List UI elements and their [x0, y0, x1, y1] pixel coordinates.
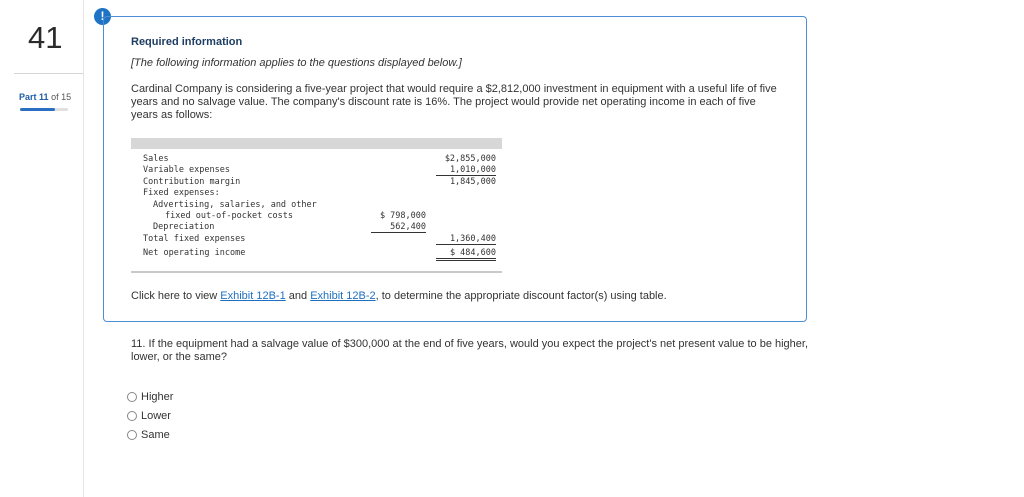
question-number: 41: [28, 20, 63, 55]
table-row: [131, 165, 502, 176]
row-label: Advertising, salaries, and other: [153, 200, 317, 210]
table-row: [131, 200, 502, 211]
row-value: 1,360,400: [436, 234, 496, 245]
income-statement-table: [131, 138, 502, 273]
table-row: [131, 211, 502, 222]
row-value: $ 484,600: [436, 248, 496, 261]
required-info-title: Required information: [131, 36, 243, 48]
option-higher[interactable]: [127, 391, 173, 403]
row-label: Sales: [143, 154, 169, 164]
radio-button[interactable]: [127, 411, 137, 421]
part-indicator: [19, 92, 71, 102]
row-label: Fixed expenses:: [143, 188, 220, 198]
row-label: Total fixed expenses: [143, 234, 246, 244]
click-prefix: Click here to view: [131, 290, 218, 302]
table-row: [131, 248, 502, 259]
row-label: Net operating income: [143, 248, 246, 258]
problem-paragraph: Cardinal Company is considering a five-year project that would require a $2,812,000 investment in equipment with a useful life of five years and no salvage value. The company's discount rate is 16%. The project would provide net operating income in each of five years as follows:: [131, 83, 777, 121]
question-text: 11. If the equipment had a salvage value of $300,000 at the end of five years, would you expect the project's net present value to be higher, lower, or the same?: [131, 338, 809, 363]
exhibit-12b1-link[interactable]: Exhibit 12B-1: [220, 290, 286, 302]
table-row: [131, 154, 502, 165]
sidebar-border: [83, 0, 84, 497]
table-row: [131, 222, 502, 233]
click-and: and: [288, 290, 308, 302]
row-label: Depreciation: [153, 222, 215, 232]
alert-icon: !: [94, 8, 111, 25]
table-header-bar: [131, 138, 502, 149]
click-suffix: , to determine the appropriate discount factor(s) using table.: [375, 290, 667, 302]
option-lower[interactable]: [127, 410, 171, 422]
radio-button[interactable]: [127, 392, 137, 402]
option-label: Higher: [141, 391, 174, 403]
progress-bar: [20, 108, 68, 111]
option-label: Lower: [141, 410, 171, 422]
exhibit-12b2-link[interactable]: Exhibit 12B-2: [310, 290, 376, 302]
row-value: 1,845,000: [449, 177, 496, 187]
applies-note: [The following information applies to the questions displayed below.]: [131, 57, 462, 69]
radio-button[interactable]: [127, 430, 137, 440]
option-same[interactable]: [127, 429, 170, 441]
table-row: [131, 234, 502, 245]
table-bottom-rule: [131, 271, 502, 273]
exhibit-instructions: [131, 290, 667, 302]
required-info-box: [103, 16, 807, 322]
row-value: 1,010,000: [436, 165, 496, 176]
row-label: Contribution margin: [143, 177, 241, 187]
row-label: fixed out-of-pocket costs: [165, 211, 293, 221]
part-label: Part: [19, 92, 37, 102]
progress-fill: [20, 108, 55, 111]
part-total: of 15: [51, 92, 72, 102]
part-current: 11: [39, 92, 49, 102]
row-value: 562,400: [371, 222, 426, 233]
option-label: Same: [141, 429, 170, 441]
row-value: $2,855,000: [444, 154, 496, 164]
table-row: [131, 188, 502, 199]
row-value: $ 798,000: [379, 211, 426, 221]
row-label: Variable expenses: [143, 165, 230, 175]
table-row: [131, 177, 502, 188]
sidebar-divider: [14, 73, 83, 74]
